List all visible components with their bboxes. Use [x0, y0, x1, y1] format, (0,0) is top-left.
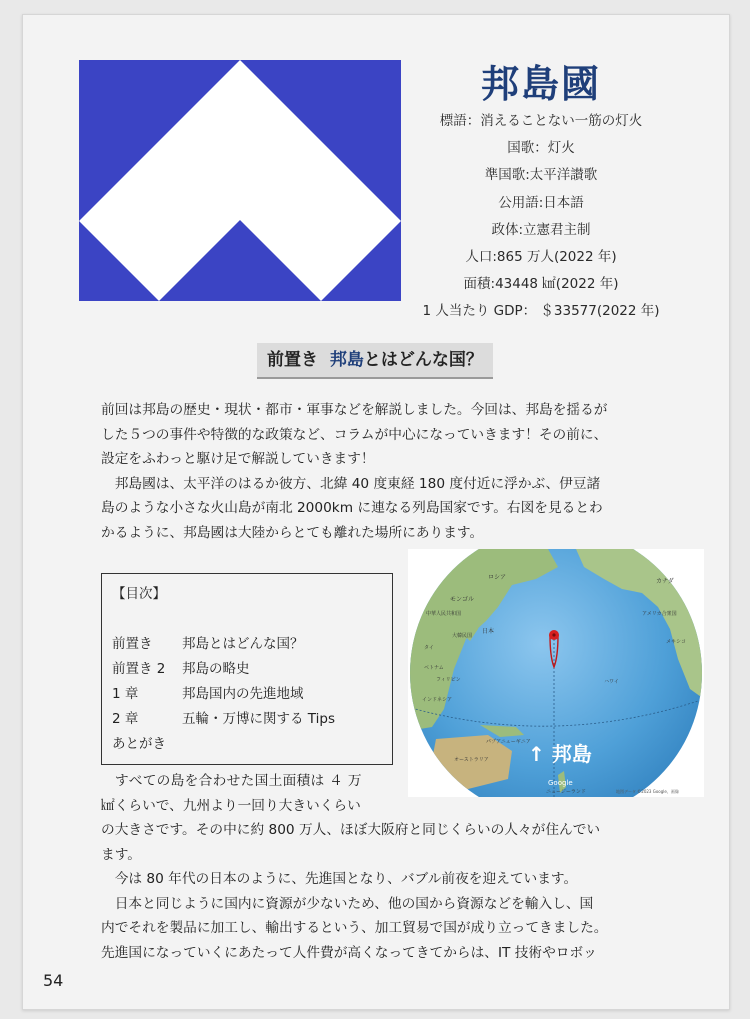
text-line: 設定をふわっと駆け足で解説していきます！	[101, 451, 375, 468]
intro-paragraph	[101, 398, 607, 546]
place-label: フィリピン	[436, 677, 461, 683]
heading-suffix: とはどんな国？	[363, 350, 483, 370]
toc-chapter: 2 章	[112, 711, 139, 727]
text-line: 内でそれを製品に加工し、輸出するという、加工貿易で国が成り立ってきました。	[101, 920, 608, 937]
fact-language: 公用語:日本語	[498, 194, 584, 211]
map-credit: 地図データ ©2023 Google、画像	[616, 789, 679, 794]
place-label: メキシコ	[666, 639, 686, 645]
place-label: モンゴル	[450, 596, 475, 603]
heading-prefix: 前置き	[267, 350, 318, 370]
heading-keyword: 邦島	[329, 350, 364, 370]
table-of-contents	[101, 573, 393, 765]
toc-row	[112, 707, 335, 727]
toc-title: 【目次】	[112, 586, 166, 602]
page-number: 54	[43, 971, 64, 990]
text-line: すべての島を合わせた国土面積は ４ 万	[101, 773, 362, 789]
national-flag	[79, 60, 401, 301]
country-name: 邦島國	[480, 62, 601, 106]
text-line: かるように、邦島國は大陸からとても離れた場所にあります。	[101, 524, 484, 541]
map-island-label: ↑ 邦島	[528, 742, 592, 766]
fact-anthem: 国歌：灯火	[507, 140, 575, 157]
toc-chapter: 前置き 2	[112, 661, 166, 677]
text-line: ㎢くらいで、九州より一回り大きいくらい	[101, 797, 361, 814]
toc-row	[112, 657, 250, 677]
toc-entry-title: 邦島とはどんな国？	[182, 636, 304, 652]
place-label: ロシア	[488, 574, 507, 581]
place-label: ハワイ	[604, 679, 619, 685]
place-label: ニュージーランド	[546, 789, 586, 795]
text-line: の大きさです。その中に約 800 万人、ほぼ大阪府と同じくらいの人々が住んでい	[101, 822, 601, 838]
fact-population: 人口:865 万人(2022 年)	[465, 248, 617, 265]
place-label: パプアニューギニア	[486, 739, 531, 745]
body-paragraph-wrapped	[101, 769, 362, 818]
toc-row	[112, 632, 304, 652]
place-label: 大韓民国	[452, 633, 473, 639]
text-line: 先進国になっていくにあたって人件費が高くなってきてからは、IT 技術やロボッ	[101, 944, 597, 961]
text-line: 今は 80 年代の日本のように、先進国となり、バブル前夜を迎えています。	[101, 871, 578, 888]
text-line: 前回は邦島の歴史・現状・都市・軍事などを解説しました。今回は、邦島を揺るが	[101, 402, 608, 418]
toc-row	[112, 732, 182, 752]
toc-entry-title: 五輪・万博に関する Tips	[182, 711, 335, 727]
toc-row	[112, 682, 304, 702]
place-label: ベトナム	[424, 665, 444, 671]
text-line: した５つの事件や特徴的な政策など、コラムが中心になっていきます！その前に、	[101, 426, 608, 443]
text-line: 邦島國は、太平洋のはるか彼方、北緯 40 度東経 180 度付近に浮かぶ、伊豆諸	[101, 475, 601, 492]
fact-area: 面積:43448 ㎢(2022 年)	[463, 276, 619, 293]
toc-entry-title: 邦島国内の先進地域	[182, 686, 304, 702]
map-brand: Google	[548, 779, 573, 787]
toc-entry-title: 邦島の略史	[182, 661, 250, 677]
place-label: カナダ	[656, 578, 674, 585]
place-label: アメリカ合衆国	[642, 611, 677, 617]
globe-map	[408, 549, 704, 797]
place-label: タイ	[424, 645, 434, 651]
text-line: 島のような小さな火山島が南北 2000km に連なる列島国家です。右図を見るとわ	[101, 500, 603, 517]
text-line: 日本と同じように国内に資源が少ないため、他の国から資源などを輸入し、国	[101, 895, 594, 912]
place-label: インドネシア	[422, 697, 452, 703]
section-heading	[257, 343, 493, 379]
toc-chapter: あとがき	[112, 736, 166, 752]
fact-motto: 標語：消えることない一筋の灯火	[439, 113, 643, 129]
toc-chapter: 1 章	[112, 686, 139, 702]
fact-gdp: 1 人当たり GDP： ＄33577(2022 年)	[422, 303, 660, 320]
document-page	[22, 14, 730, 1010]
fact-sub-anthem: 準国歌:太平洋讃歌	[484, 167, 598, 184]
place-label: オーストラリア	[454, 757, 489, 763]
toc-chapter: 前置き	[112, 636, 153, 652]
body-paragraph	[101, 818, 607, 966]
place-label: 日本	[482, 628, 495, 635]
fact-government: 政体:立憲君主制	[491, 221, 591, 238]
country-facts	[398, 108, 684, 326]
place-label: 中華人民共和国	[426, 611, 462, 617]
text-line: ます。	[101, 846, 141, 863]
